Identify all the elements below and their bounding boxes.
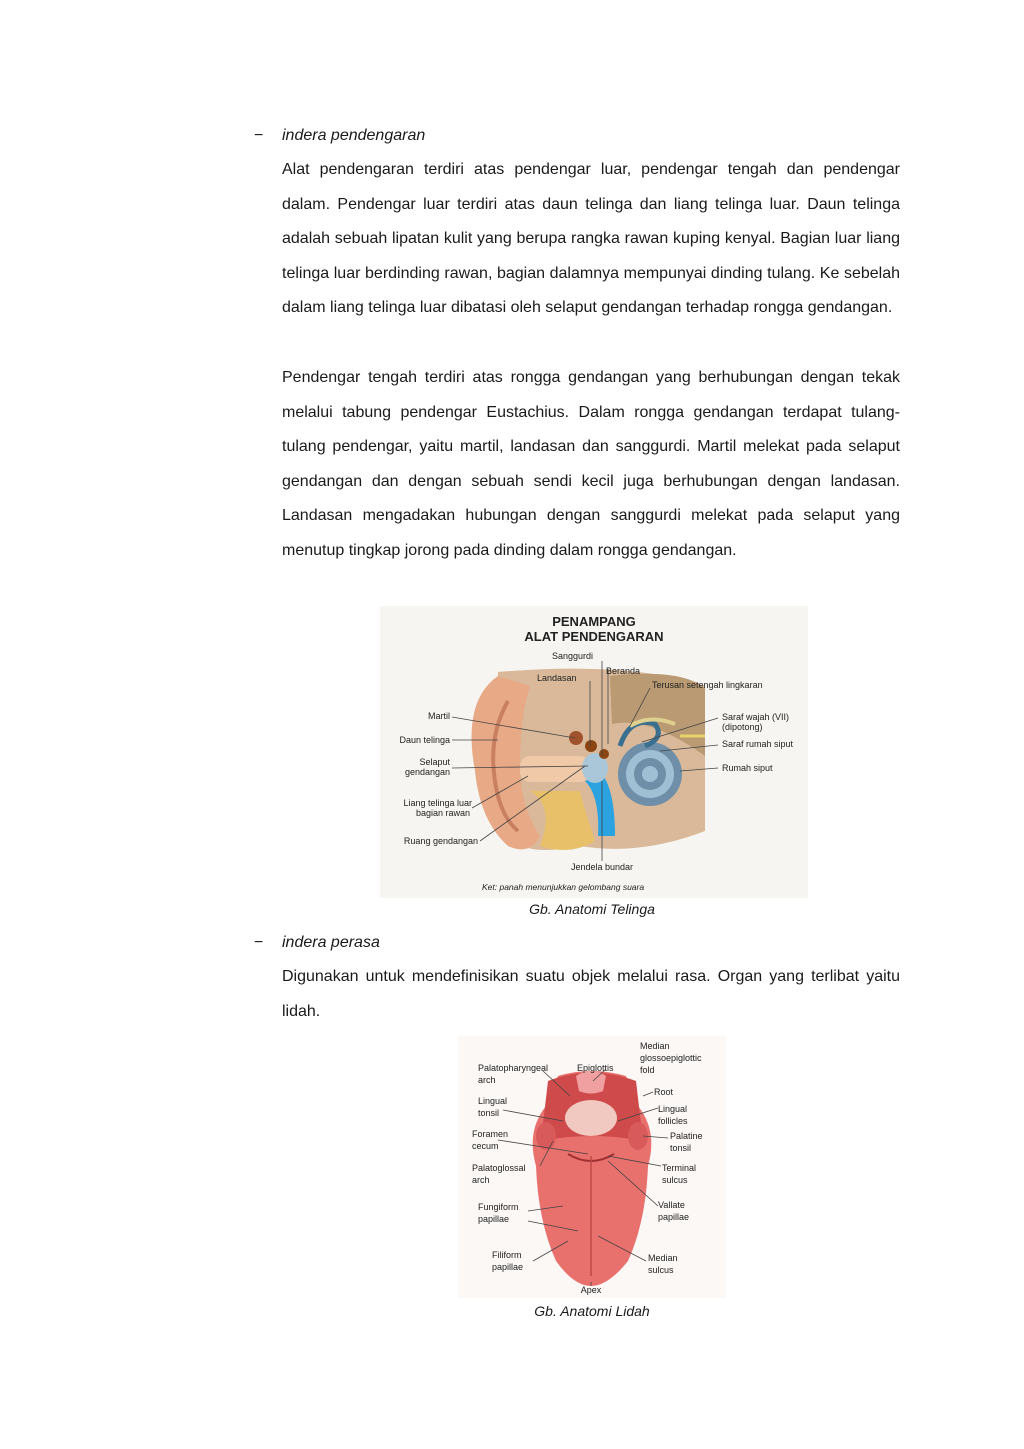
- tongue-label-lingual-follicles-2: follicles: [658, 1116, 688, 1126]
- tongue-label-lingual-tonsil-2: tonsil: [478, 1108, 500, 1118]
- ear-anatomy-figure: [380, 606, 808, 898]
- ear-label-saraf-wajah-2: (dipotong): [722, 722, 763, 732]
- list-bullet: −: [254, 127, 264, 144]
- ear-figure-note: Ket: panah menunjukkan gelombang suara: [482, 882, 645, 892]
- tongue-label-terminal-2: sulcus: [662, 1175, 688, 1185]
- ear-illustration: [472, 669, 705, 850]
- ear-label-rumah-siput: Rumah siput: [722, 763, 773, 773]
- ear-figure-caption: Gb. Anatomi Telinga: [529, 901, 655, 917]
- tongue-label-fungiform-1: Fungiform: [478, 1202, 519, 1212]
- tongue-label-median-1: Median: [640, 1041, 670, 1051]
- tongue-label-fungiform-2: papillae: [478, 1214, 510, 1224]
- ear-label-landasan: Landasan: [537, 673, 577, 683]
- ear-label-daun-telinga: Daun telinga: [399, 735, 450, 745]
- tongue-label-lingual-follicles-1: Lingual: [658, 1104, 688, 1114]
- ear-label-sanggurdi: Sanggurdi: [552, 651, 594, 661]
- ear-label-liang-2: bagian rawan: [415, 808, 470, 818]
- ear-label-martil: Martil: [428, 711, 450, 721]
- tongue-label-palatopharyngeal-1: Palatopharyngeal: [478, 1063, 549, 1073]
- ear-figure-title-1: PENAMPANG: [552, 614, 636, 629]
- tongue-label-lingual-tonsil-1: Lingual: [478, 1096, 508, 1106]
- ear-label-jendela: Jendela bundar: [570, 862, 634, 872]
- tongue-label-palatopharyngeal-2: arch: [478, 1075, 496, 1085]
- paragraph-middle-ear: Pendengar tengah terdiri atas rongga gendangan yang berhubungan dengan tekak melalui tabung pendengar Eustachius. Dalam rongga gendangan terdapat tulang-tulang pendengar, yaitu martil, landasan dan sanggurdi. Martil melekat pada selaput gendangan dan dengan sebuah sendi kecil juga berhubungan dengan landasan. Landasan mengadakan hubungan dengan sanggurdi melekat pada selaput yang menutup tingkap jorong pada dinding dalam rongga gendangan.: [282, 369, 900, 559]
- ear-label-saraf-wajah-1: Saraf wajah (VII): [722, 712, 790, 722]
- tongue-label-root: Root: [654, 1087, 674, 1097]
- tongue-label-median-2: glossoepiglottic: [640, 1053, 702, 1063]
- tongue-label-median-sulcus-2: sulcus: [648, 1265, 674, 1275]
- ear-label-selaput-1: Selaput: [419, 757, 450, 767]
- tongue-label-palatoglossal-2: arch: [472, 1175, 490, 1185]
- tongue-label-vallate-1: Vallate: [658, 1200, 685, 1210]
- ear-label-liang-1: Liang telinga luar: [403, 798, 472, 808]
- ear-label-terusan: Terusan setengah lingkaran: [652, 680, 763, 690]
- ear-figure-title-2: ALAT PENDENGARAN: [524, 629, 664, 644]
- ear-label-selaput-2: gendangan: [404, 767, 450, 777]
- tongue-label-vallate-2: papillae: [658, 1212, 690, 1222]
- tongue-figure-caption: Gb. Anatomi Lidah: [534, 1303, 650, 1319]
- ear-label-ruang: Ruang gendangan: [403, 836, 478, 846]
- tongue-anatomy-figure: [458, 1036, 726, 1298]
- tongue-label-filiform-1: Filiform: [492, 1250, 522, 1260]
- section-heading-taste: indera perasa: [282, 934, 380, 951]
- paragraph-outer-ear: Alat pendengaran terdiri atas pendengar luar, pendengar tengah dan pendengar dalam. Pendengar luar terdiri atas daun telinga dan liang telinga luar. Daun telinga adalah sebuah lipatan kulit yang berupa rangka rawan kuping kenyal. Bagian luar liang telinga luar berdinding rawan, bagian dalamnya mempunyai dinding tulang. Ke sebelah dalam liang telinga luar dibatasi oleh selaput gendangan terhadap rongga gendangan.: [282, 161, 900, 317]
- tongue-label-epiglottis: Epiglottis: [577, 1063, 614, 1073]
- paragraph-taste: Digunakan untuk mendefinisikan suatu objek melalui rasa. Organ yang terlibat yaitu lidah.: [282, 968, 900, 1020]
- tongue-label-median-3: fold: [640, 1065, 655, 1075]
- tongue-label-terminal-1: Terminal: [662, 1163, 697, 1173]
- tongue-label-filiform-2: papillae: [492, 1262, 524, 1272]
- ear-label-beranda: Beranda: [606, 666, 641, 676]
- section-heading-hearing: indera pendengaran: [282, 127, 426, 144]
- tongue-label-apex: Apex: [580, 1285, 602, 1295]
- list-bullet: −: [254, 934, 264, 951]
- tongue-label-palatine-1: Palatine: [670, 1131, 703, 1141]
- tongue-label-foramen-1: Foramen: [472, 1129, 509, 1139]
- tongue-label-median-sulcus-1: Median: [648, 1253, 678, 1263]
- tongue-label-palatoglossal-1: Palatoglossal: [472, 1163, 526, 1173]
- tongue-label-foramen-2: cecum: [472, 1141, 499, 1151]
- ear-label-saraf-rumah: Saraf rumah siput: [722, 739, 794, 749]
- tongue-label-palatine-2: tonsil: [670, 1143, 692, 1153]
